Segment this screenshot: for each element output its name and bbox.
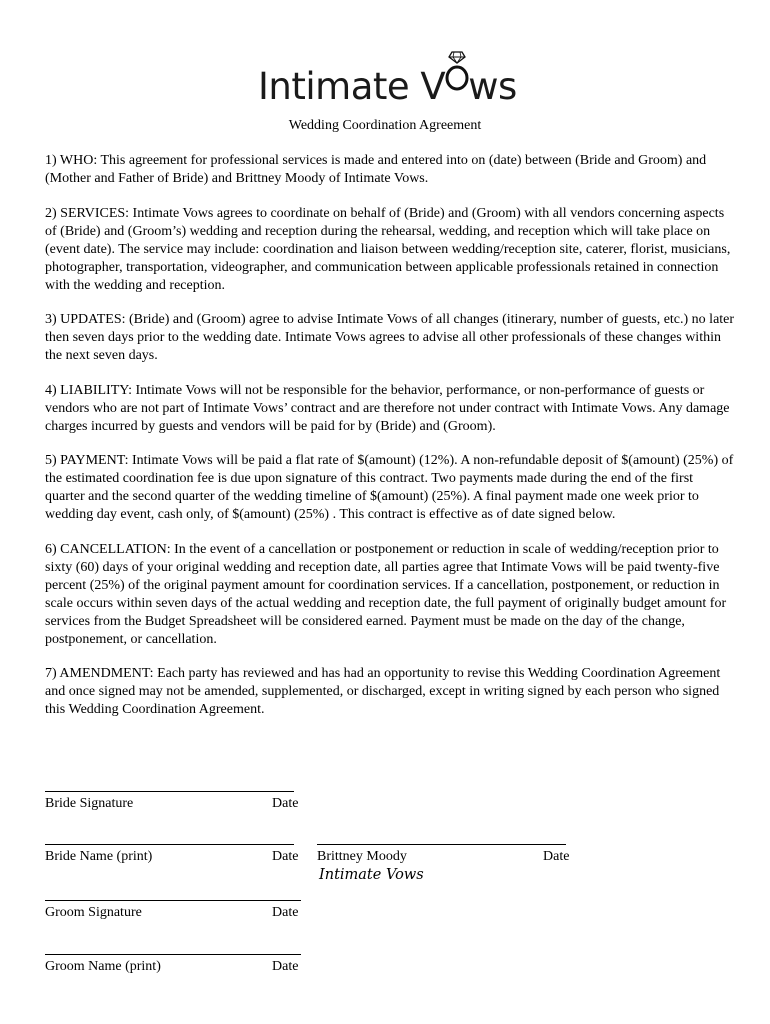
section-payment: 5) PAYMENT: Intimate Vows will be paid a flat rate of $(amount) (12%). A non-refundable deposit of $(amount) (25%) of the estimated coordination fee is due upon signature of this contract. Two payments made during the end of the first quarter and the second quarter of the wedding timeline of $(amount) (25%). A final payment made one week prior to wedding day event, cash only, of $(amount) (25%) . This contract is effective as of date signed below.: [45, 453, 734, 522]
bride-name-label: Bride Name (print): [45, 849, 153, 864]
diamond-ring-icon: [444, 69, 470, 99]
section-services: 2) SERVICES: Intimate Vows agrees to coordinate on behalf of (Bride) and (Groom) with all vendors concerning aspects of (Bride) and (Groom’s) wedding and reception during the rehearsal, wedding, and reception which will take place on (event date). The service may include: coordination and liaison between wedding/reception site, caterer, florist, musicians, photographer, transportation, videographer, and communication between applicable professionals retained in connection with the wedding and reception.: [45, 205, 731, 293]
document-title: Wedding Coordination Agreement: [288, 118, 482, 133]
section-amendment: 7) AMENDMENT: Each party has reviewed and has had an opportunity to revise this Wedding Coordination Agreement and once signed may not be amended, supplemented, or discharged, except in writing signed by each person who signed this Wedding Coordination Agreement.: [45, 666, 721, 717]
groom-signature-label: Groom Signature: [45, 905, 142, 920]
bride-name-date-label: Date: [272, 849, 299, 864]
logo-text-end: ws: [468, 65, 517, 108]
section-who: 1) WHO: This agreement for professional services is made and entered into on (date) between (Bride and Groom) and (Mother and Father of Bride) and Brittney Moody of Intimate Vows.: [45, 153, 707, 186]
section-liability: 4) LIABILITY: Intimate Vows will not be responsible for the behavior, performance, or non-performance of guests or vendors who are not part of Intimate Vows’ contract and are therefore not under contract with Intimate Vows. Any damage charges incurred by guests and vendors will be paid for by (Bride) and (Groom).: [45, 382, 730, 434]
coordinator-signature-line[interactable]: [317, 844, 566, 845]
section-cancellation: 6) CANCELLATION: In the event of a cancellation or postponement or reduction in scale of wedding/reception prior to sixty (60) days of your original wedding and reception date, all parties agree that Intimate Vows will be paid twenty-five percent (25%) of the original payment amount for coordination services. If a cancellation, postponement, or reduction in scale occurs within seven days of the actual wedding and reception date, the full payment of originally budget amount for services from the Budget Spreadsheet will be considered earned. Payment must be made on the day of the change, postponement, or cancellation.: [45, 541, 727, 647]
bride-name-line[interactable]: [45, 844, 294, 845]
groom-signature-date-label: Date: [272, 905, 299, 920]
coordinator-name: Brittney Moody: [317, 849, 407, 864]
agreement-body: [45, 152, 735, 736]
section-updates: 3) UPDATES: (Bride) and (Groom) agree to advise Intimate Vows of all changes (itinerary, number of guests, etc.) no later then seven days prior to the wedding date. Intimate Vows agrees to advise all other professionals of these changes within the next seven days.: [45, 312, 735, 363]
bride-signature-line[interactable]: [45, 791, 294, 792]
groom-name-date-label: Date: [272, 959, 299, 974]
coordinator-company: Intimate Vows: [319, 867, 424, 883]
groom-name-label: Groom Name (print): [45, 959, 161, 974]
bride-signature-label: Bride Signature: [45, 796, 134, 811]
company-logo: [258, 62, 518, 112]
groom-signature-line[interactable]: [45, 900, 301, 901]
logo-text-start: Intimate V: [258, 65, 446, 108]
coordinator-date-label: Date: [543, 849, 570, 864]
bride-signature-date-label: Date: [272, 796, 299, 811]
groom-name-line[interactable]: [45, 954, 301, 955]
